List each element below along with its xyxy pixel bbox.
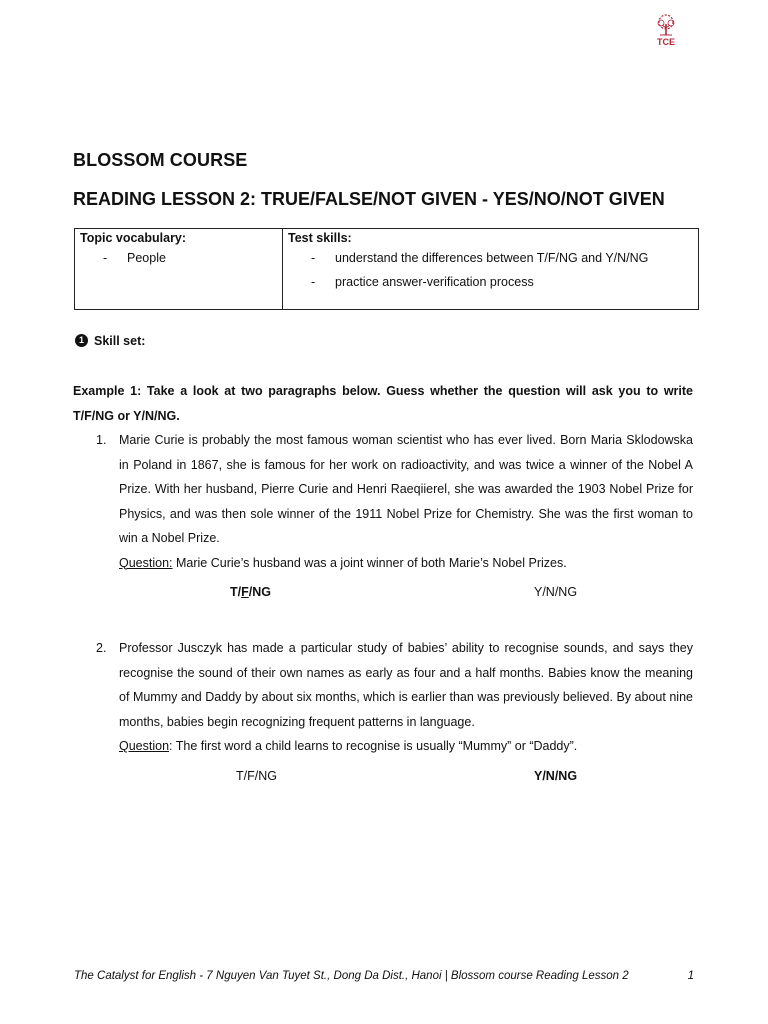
bullet-dash: - (311, 275, 316, 289)
answer-part-underlined: F (241, 585, 249, 599)
question-label: Question: (119, 555, 173, 570)
test-skills-heading: Test skills: (288, 231, 352, 245)
skill-item (283, 270, 698, 294)
number-one-icon: 1 (75, 334, 88, 347)
logo-text: TCE (657, 37, 675, 47)
item-paragraph: Professor Jusczyk has made a particular study of babies’ ability to recognise sounds, and says they recognise the sound of their own names as early as four and a half months. Babies know the meaning of Mummy and Daddy by about six months, which is earlier than was previously believed. By about nine months, babies begin recognizing frequent patterns in language. (119, 641, 693, 729)
answer-option-tfng: T/F/NG (236, 769, 277, 783)
list-item (73, 636, 693, 759)
footer-text: The Catalyst for English - 7 Nguyen Van Tuyet St., Dong Da Dist., Hanoi | Blossom course Reading Lesson 2 (74, 970, 629, 982)
skill-set-heading (75, 333, 145, 350)
skill-set-label: Skill set: (94, 334, 146, 348)
topic-vocabulary-heading: Topic vocabulary: (80, 231, 187, 245)
tce-logo (648, 14, 684, 54)
tree-icon (648, 14, 684, 38)
answer-part: T/ (230, 585, 242, 599)
skill-item-text: practice answer-verification process (335, 275, 534, 289)
item-question (119, 551, 693, 576)
question-text: : The first word a child learns to recognise is usually “Mummy” or “Daddy”. (169, 739, 578, 753)
item-question (119, 734, 693, 759)
example-heading: Example 1: Take a look at two paragraphs below. Guess whether the question will ask you to write T/F/NG or Y/N/NG. (73, 384, 693, 423)
answer-option-ynng: Y/N/NG (534, 585, 578, 599)
test-skills-cell (283, 229, 699, 310)
page-number: 1 (687, 970, 694, 982)
answer-option-ynng: Y/N/NG (534, 769, 578, 783)
vocabulary-item-text: People (127, 251, 166, 265)
item-number: 1. (96, 433, 107, 447)
skill-item-text: understand the differences between T/F/NG and Y/N/NG (335, 251, 649, 265)
item-paragraph: Marie Curie is probably the most famous woman scientist who has ever lived. Born Maria Sklodowska in Poland in 1867, she is famous for her work on radioactivity, and was twice a winner of the Nobel A Prize. With her husband, Pierre Curie and Henri Raeqiierel, she was awarded the 1903 Nobel Prize for Physics, and was then sole winner of the 1911 Nobel Prize for Chemistry. She was the first woman to win a Nobel Prize. (119, 433, 693, 545)
item-number: 2. (96, 641, 107, 655)
list-item (73, 428, 693, 575)
vocabulary-item (75, 246, 282, 270)
answer-option-tfng (230, 585, 271, 599)
question-text: Marie Curie’s husband was a joint winner of both Marie’s Nobel Prizes. (172, 555, 567, 570)
skill-item (283, 246, 698, 270)
lesson-title: READING LESSON 2: TRUE/FALSE/NOT GIVEN - YES/NO/NOT GIVEN (73, 189, 665, 209)
question-label: Question (119, 739, 170, 753)
bullet-dash: - (311, 251, 316, 265)
page-footer (74, 968, 694, 984)
bullet-dash: - (103, 251, 108, 265)
answer-part: /NG (248, 585, 271, 599)
course-title: BLOSSOM COURSE (73, 150, 248, 170)
lesson-info-table (74, 228, 699, 310)
topic-vocabulary-cell (75, 229, 283, 310)
